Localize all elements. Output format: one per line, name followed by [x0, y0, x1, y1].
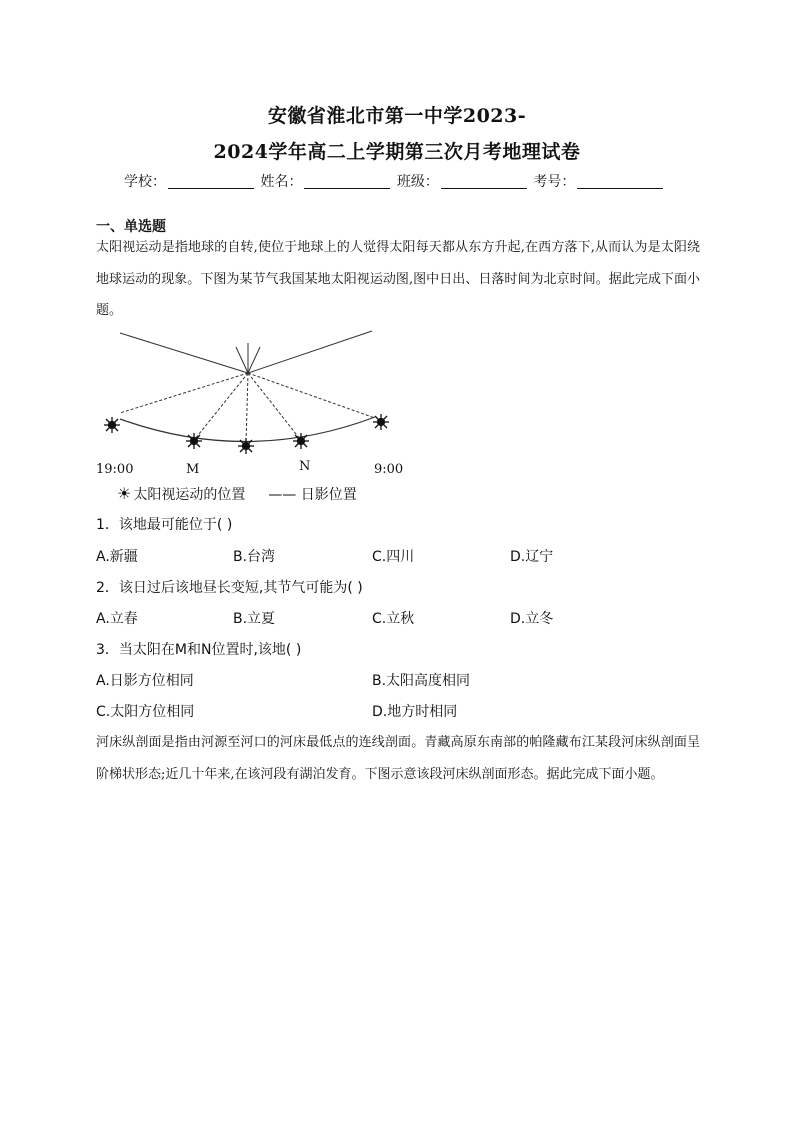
question-1-option-a[interactable]: A.新疆: [96, 549, 138, 565]
sun-motion-figure: [90, 325, 420, 485]
sun-icon: [293, 433, 309, 449]
question-1-stem: 1．该地最可能位于( ): [96, 517, 233, 533]
question-2-option-a[interactable]: A.立春: [96, 611, 138, 627]
exam-no-blank[interactable]: [577, 174, 663, 189]
question-3-option-d[interactable]: D.地方时相同: [372, 704, 458, 720]
name-blank[interactable]: [304, 174, 390, 189]
exam-no-label: 考号：: [533, 174, 576, 190]
label-sunrise-time: 9:00: [374, 462, 404, 477]
section-title: 一、单选题: [96, 219, 166, 235]
sun-icon: [373, 414, 389, 430]
class-blank[interactable]: [441, 174, 527, 189]
sun-icon: [186, 433, 202, 449]
school-label: 学校：: [124, 174, 166, 190]
figure-legend: [117, 484, 357, 504]
question-1-option-d[interactable]: D.辽宁: [510, 549, 554, 565]
question-2-option-d[interactable]: D.立冬: [510, 611, 554, 627]
sun-icon: [238, 438, 254, 454]
title-line-2: 2024学年高二上学期第三次月考地理试卷: [213, 141, 581, 163]
question-1-option-b[interactable]: B.台湾: [233, 549, 276, 565]
question-3-option-a[interactable]: A.日影方位相同: [96, 673, 194, 689]
shadow-lines: [120, 331, 372, 373]
question-2-stem: 2．该日过后该地昼长变短,其节气可能为( ): [96, 580, 363, 596]
passage-2: 河床纵剖面是指由河源至河口的河床最低点的连线剖面。青藏高原东南部的帕隆藏布江某段河床纵剖面呈阶梯状形态;近几十年来,在该河段有湖泊发育。下图示意该段河床纵剖面形态。据此完成下面小题。: [96, 735, 700, 782]
label-m: M: [186, 462, 200, 477]
sun-icon: ☀: [117, 484, 132, 503]
passage-1: 太阳视运动是指地球的自转,使位于地球上的人觉得太阳每天都从东方升起,在西方落下,从而认为是太阳绕地球运动的现象。下图为某节气我国某地太阳视运动图,图中日出、日落时间为北京时间。据此完成下面小题。: [96, 240, 700, 318]
question-2-option-c[interactable]: C.立秋: [372, 611, 415, 627]
name-label: 姓名：: [260, 174, 303, 190]
sun-path-arc: [120, 417, 375, 442]
sun-direction-lines: [120, 373, 375, 443]
title-line-1: 安徽省淮北市第一中学2023-: [267, 105, 527, 127]
question-3-option-c[interactable]: C.太阳方位相同: [96, 704, 195, 720]
label-n: N: [299, 459, 311, 474]
school-blank[interactable]: [168, 174, 254, 189]
question-1-option-c[interactable]: C.四川: [372, 549, 415, 565]
legend-shadow-label: —— 日影位置: [268, 487, 357, 503]
question-3-option-b[interactable]: B.太阳高度相同: [372, 673, 471, 689]
question-2-option-b[interactable]: B.立夏: [233, 611, 276, 627]
student-info-row: [124, 171, 665, 191]
class-label: 班级：: [396, 174, 439, 190]
sun-icon: [104, 417, 120, 433]
legend-sun-label: 太阳视运动的位置: [133, 487, 246, 503]
label-sunset-time: 19:00: [96, 462, 134, 477]
question-3-stem: 3．当太阳在M和N位置时,该地( ): [96, 642, 302, 658]
